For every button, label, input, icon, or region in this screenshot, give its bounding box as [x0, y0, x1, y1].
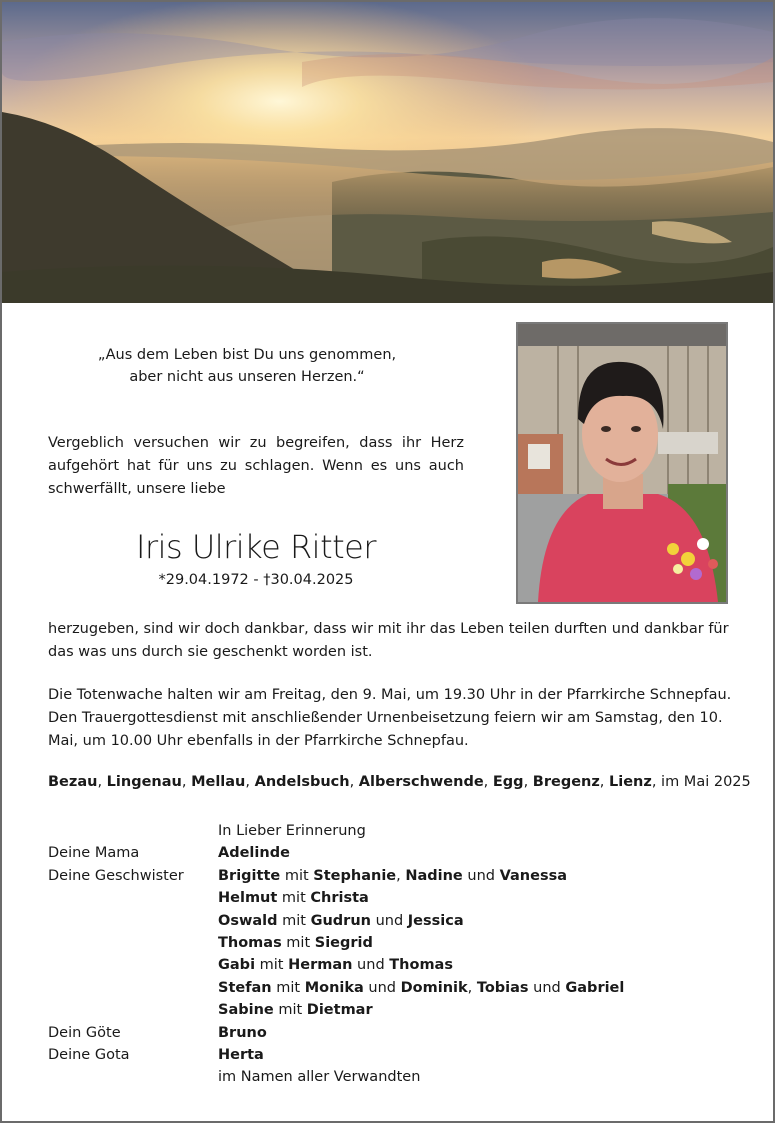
family-names: [218, 954, 453, 976]
family-member-name: Nadine: [405, 867, 463, 884]
places-date: , im Mai 2025: [651, 774, 751, 790]
family-connector: im Namen aller Verwandten: [218, 1069, 421, 1086]
family-connector: mit: [271, 979, 305, 996]
family-member-name: Sabine: [218, 1002, 274, 1019]
family-row: [48, 910, 624, 932]
family-names: [218, 910, 464, 932]
sunset-mountain-image: [2, 2, 773, 303]
family-names: [218, 887, 369, 909]
portrait-photo: [516, 322, 728, 604]
family-connector: mit: [273, 1002, 307, 1019]
family-row: [48, 887, 624, 909]
place-name: Mellau: [191, 774, 246, 790]
family-row: [48, 865, 624, 887]
family-relation: [48, 999, 218, 1021]
family-row: [48, 1044, 624, 1066]
place-name: Andelsbuch: [254, 774, 350, 790]
family-relation: Dein Göte: [48, 1024, 121, 1041]
family-row: [48, 820, 624, 842]
family-relation: [48, 954, 218, 976]
family-member-name: Christa: [310, 890, 369, 907]
place-name: Lingenau: [106, 774, 182, 790]
family-member-name: Gabriel: [565, 979, 625, 996]
family-member-name: Adelinde: [218, 845, 290, 862]
life-dates: *29.04.1972 - †30.04.2025: [158, 572, 354, 588]
family-connector: mit: [277, 890, 311, 907]
family-relation: [48, 932, 218, 954]
family-member-name: Gabi: [218, 957, 256, 974]
family-connector: ,: [396, 867, 406, 884]
deceased-name: Iris Ulrike Ritter: [136, 528, 376, 566]
place-name: Lienz: [609, 774, 652, 790]
family-member-name: Monika: [304, 979, 364, 996]
family-connector: mit: [277, 912, 311, 929]
family-member-name: Brigitte: [218, 867, 281, 884]
family-names: [218, 1044, 264, 1066]
family-row: [48, 1022, 624, 1044]
family-connector: und: [462, 867, 500, 884]
family-member-name: Stephanie: [313, 867, 397, 884]
family-member-name: Gudrun: [310, 912, 371, 929]
places-line: Bezau, Lingenau, Mellau, Andelsbuch, Alberschwende, Egg, Bregenz, Lienz, im Mai 2025: [48, 774, 751, 790]
family-row: [48, 932, 624, 954]
family-names: [218, 999, 373, 1021]
family-relation: Deine Gota: [48, 1046, 130, 1063]
family-connector: und: [370, 912, 408, 929]
family-member-name: Herta: [218, 1046, 264, 1063]
family-connector: und: [363, 979, 401, 996]
family-names: [218, 1022, 267, 1044]
family-relation: [48, 910, 218, 932]
service-details-paragraph: Die Totenwache halten wir am Freitag, den 9. Mai, um 19.30 Uhr in der Pfarrkirche Schnepfau. Den Trauergottesdienst mit anschließender Urnenbeisetzung feiern wir am Samstag, den 10. Mai, um 10.00 Uhr ebenfalls in der Pfarrkirche Schnepfau.: [48, 687, 732, 749]
family-member-name: Vanessa: [499, 867, 568, 884]
family-member-name: Herman: [288, 957, 353, 974]
family-member-name: Tobias: [476, 979, 529, 996]
quote-line-2: aber nicht aus unseren Herzen.“: [129, 369, 365, 385]
family-connector: mit: [281, 934, 315, 951]
family-member-name: Dominik: [400, 979, 468, 996]
family-member-name: Thomas: [389, 957, 453, 974]
family-row: [48, 842, 624, 864]
family-relation: Deine Geschwister: [48, 867, 184, 884]
place-name: Bregenz: [532, 774, 600, 790]
family-names: [218, 932, 373, 954]
family-connector: und: [352, 957, 390, 974]
family-row: [48, 977, 624, 999]
place-name: Bezau: [48, 774, 98, 790]
family-member-name: Siegrid: [314, 934, 373, 951]
family-row: [48, 999, 624, 1021]
memorial-quote: [62, 344, 432, 388]
family-member-name: Oswald: [218, 912, 278, 929]
family-connector: In Lieber Erinnerung: [218, 823, 366, 839]
family-names: [218, 977, 624, 999]
family-row: [48, 1066, 624, 1088]
family-connector: ,: [467, 979, 477, 996]
family-member-name: Helmut: [218, 890, 278, 907]
family-member-name: Thomas: [218, 934, 282, 951]
family-relation: Deine Mama: [48, 845, 140, 862]
family-connector: und: [528, 979, 566, 996]
gratitude-paragraph: herzugeben, sind wir doch dankbar, dass wir mit ihr das Leben teilen durften und dankbar für das was uns durch sie geschenkt worden ist.: [48, 621, 729, 660]
place-name: Alberschwende: [358, 774, 484, 790]
family-connector: mit: [280, 867, 314, 884]
family-names: [218, 865, 567, 887]
family-row: [48, 954, 624, 976]
family-relation: [48, 1066, 218, 1088]
intro-text: Vergeblich versuchen wir zu begreifen, dass ihr Herz aufgehört hat für uns zu schlagen. Wenn es uns auch schwerfällt, unsere liebe: [48, 435, 464, 497]
place-name: Egg: [492, 774, 524, 790]
quote-line-1: „Aus dem Leben bist Du uns genommen,: [97, 347, 397, 363]
family-names: [218, 1066, 420, 1088]
family-member-name: Stefan: [218, 979, 272, 996]
family-member-name: Dietmar: [306, 1002, 373, 1019]
family-relation: [48, 887, 218, 909]
family-connector: mit: [255, 957, 289, 974]
family-member-name: Bruno: [218, 1024, 267, 1041]
family-member-name: Jessica: [407, 912, 464, 929]
family-names: [218, 842, 290, 864]
family-relation: [48, 820, 218, 842]
family-relation: [48, 977, 218, 999]
family-list: [48, 820, 624, 1089]
family-names: [218, 820, 366, 842]
